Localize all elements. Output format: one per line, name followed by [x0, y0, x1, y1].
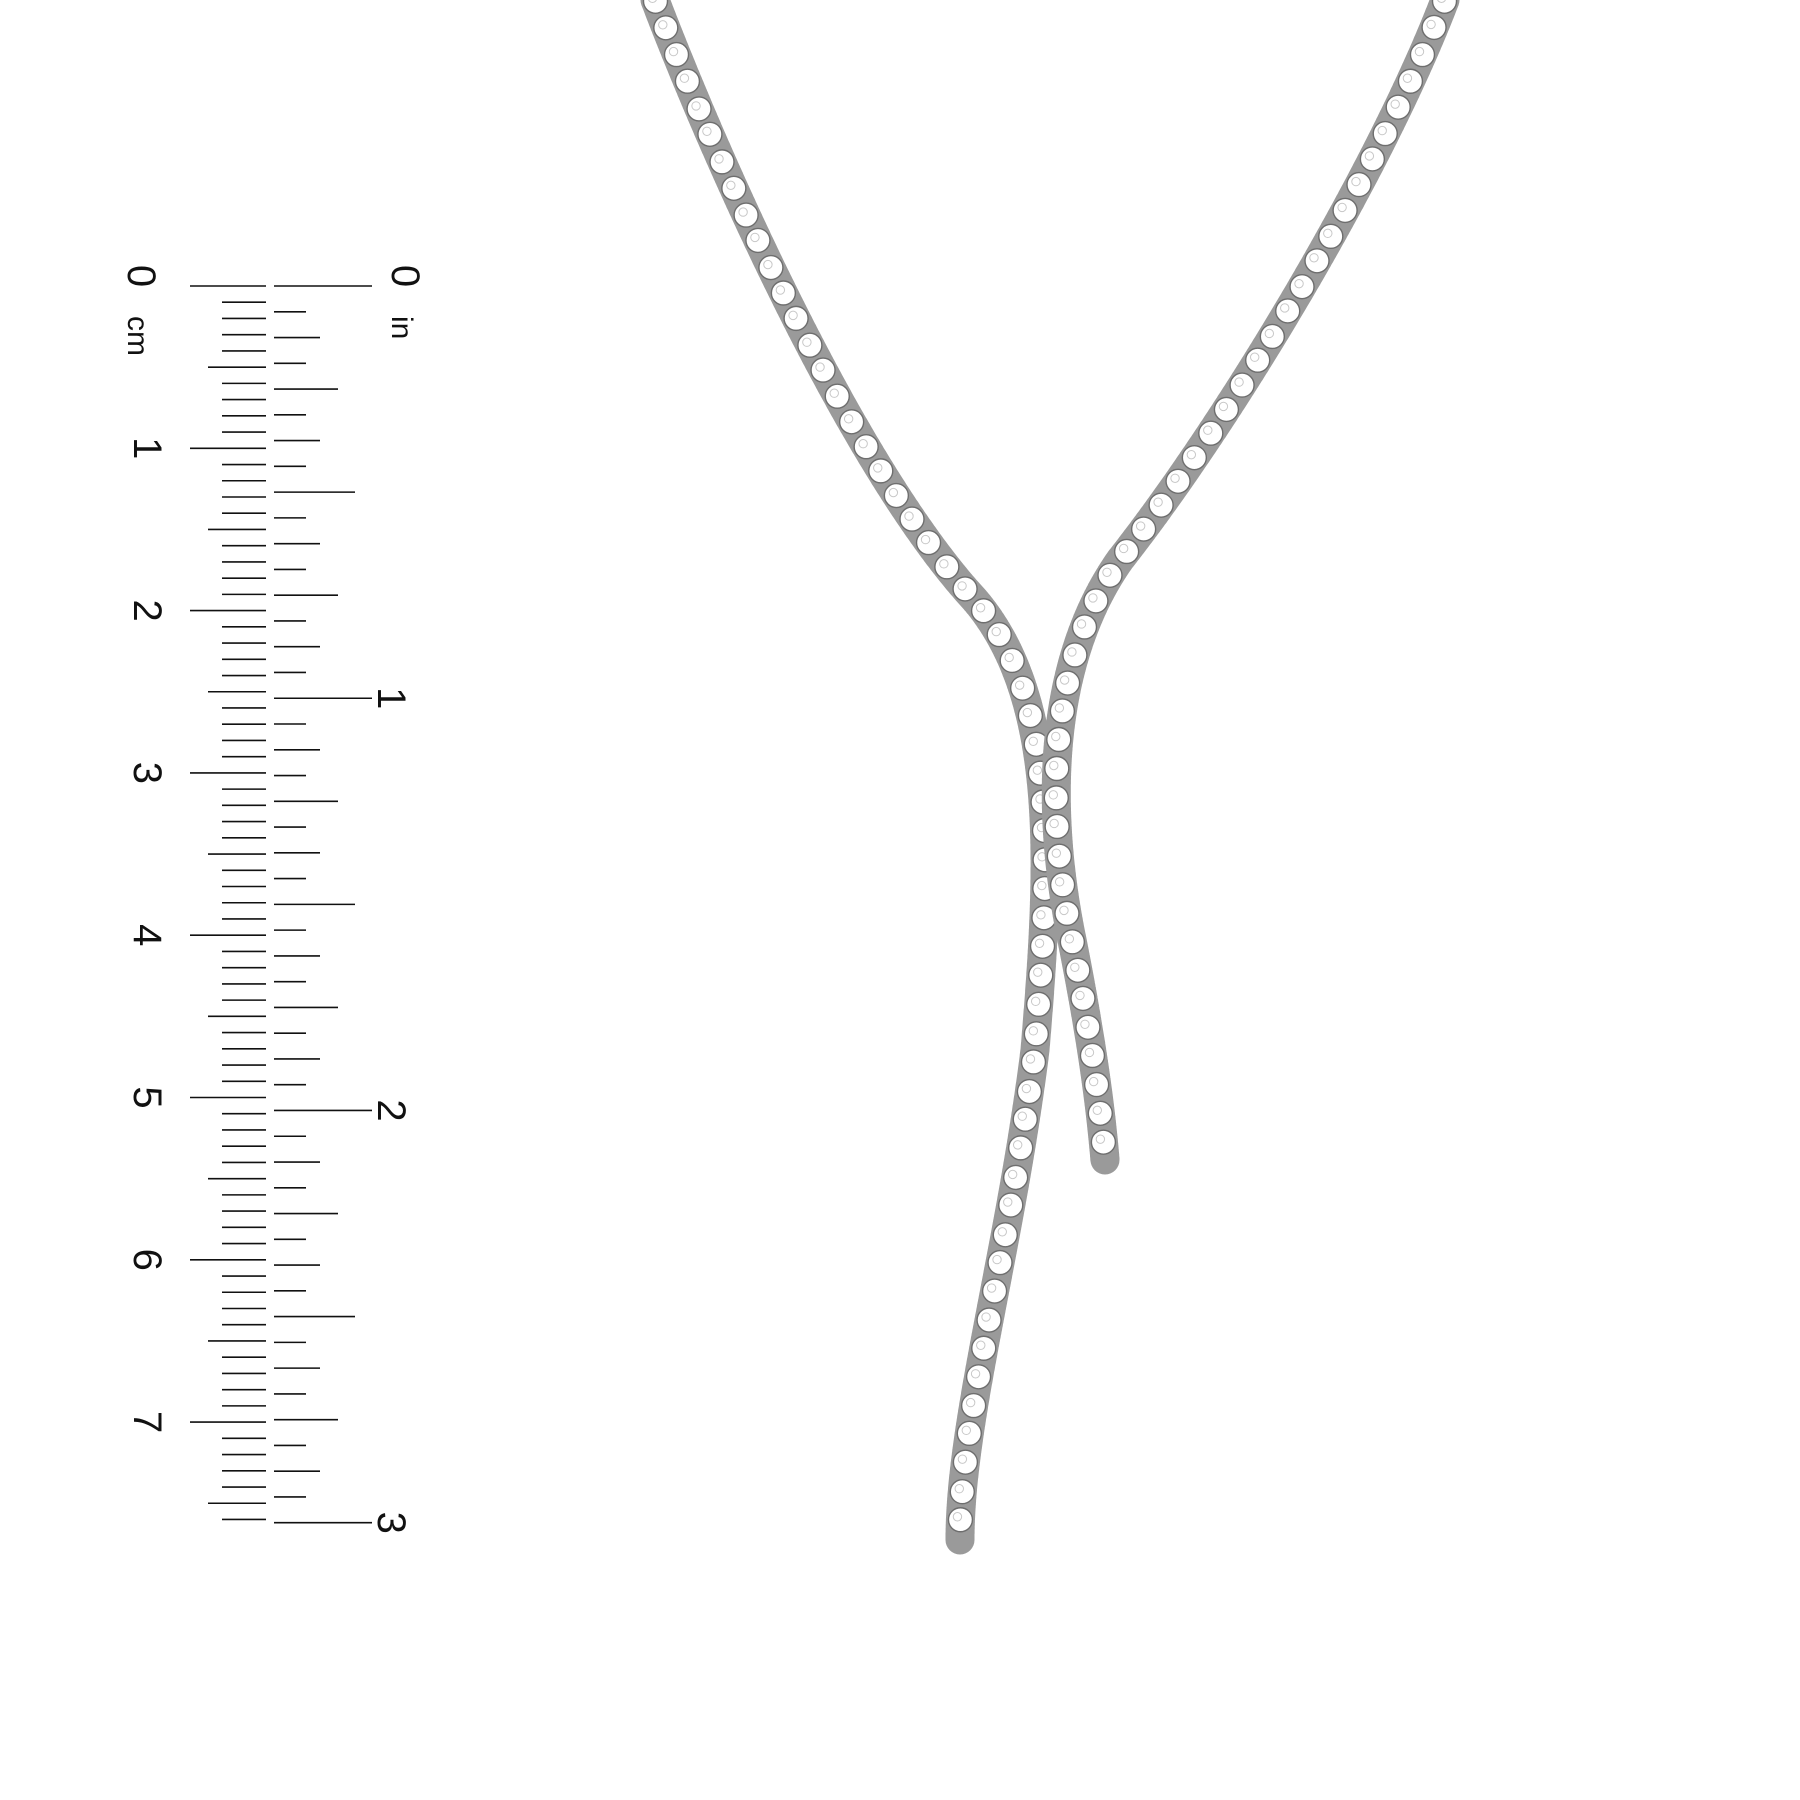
cm-label: 3	[125, 761, 169, 785]
cm-label: 1	[125, 437, 169, 460]
cm-label: 5	[125, 1086, 169, 1109]
cm-label: 4	[125, 924, 169, 947]
cm-label: 6	[125, 1248, 169, 1271]
cm-unit-label: cm	[121, 316, 154, 356]
inch-zero-label: 0	[383, 264, 427, 288]
cm-label: 7	[125, 1410, 169, 1434]
cm-zero-label: 0	[119, 264, 163, 288]
inch-label: 1	[369, 687, 413, 710]
inch-label: 2	[369, 1099, 413, 1122]
inch-unit-label: in	[385, 316, 418, 340]
inch-label: 3	[369, 1511, 413, 1534]
cm-label: 2	[125, 599, 169, 622]
